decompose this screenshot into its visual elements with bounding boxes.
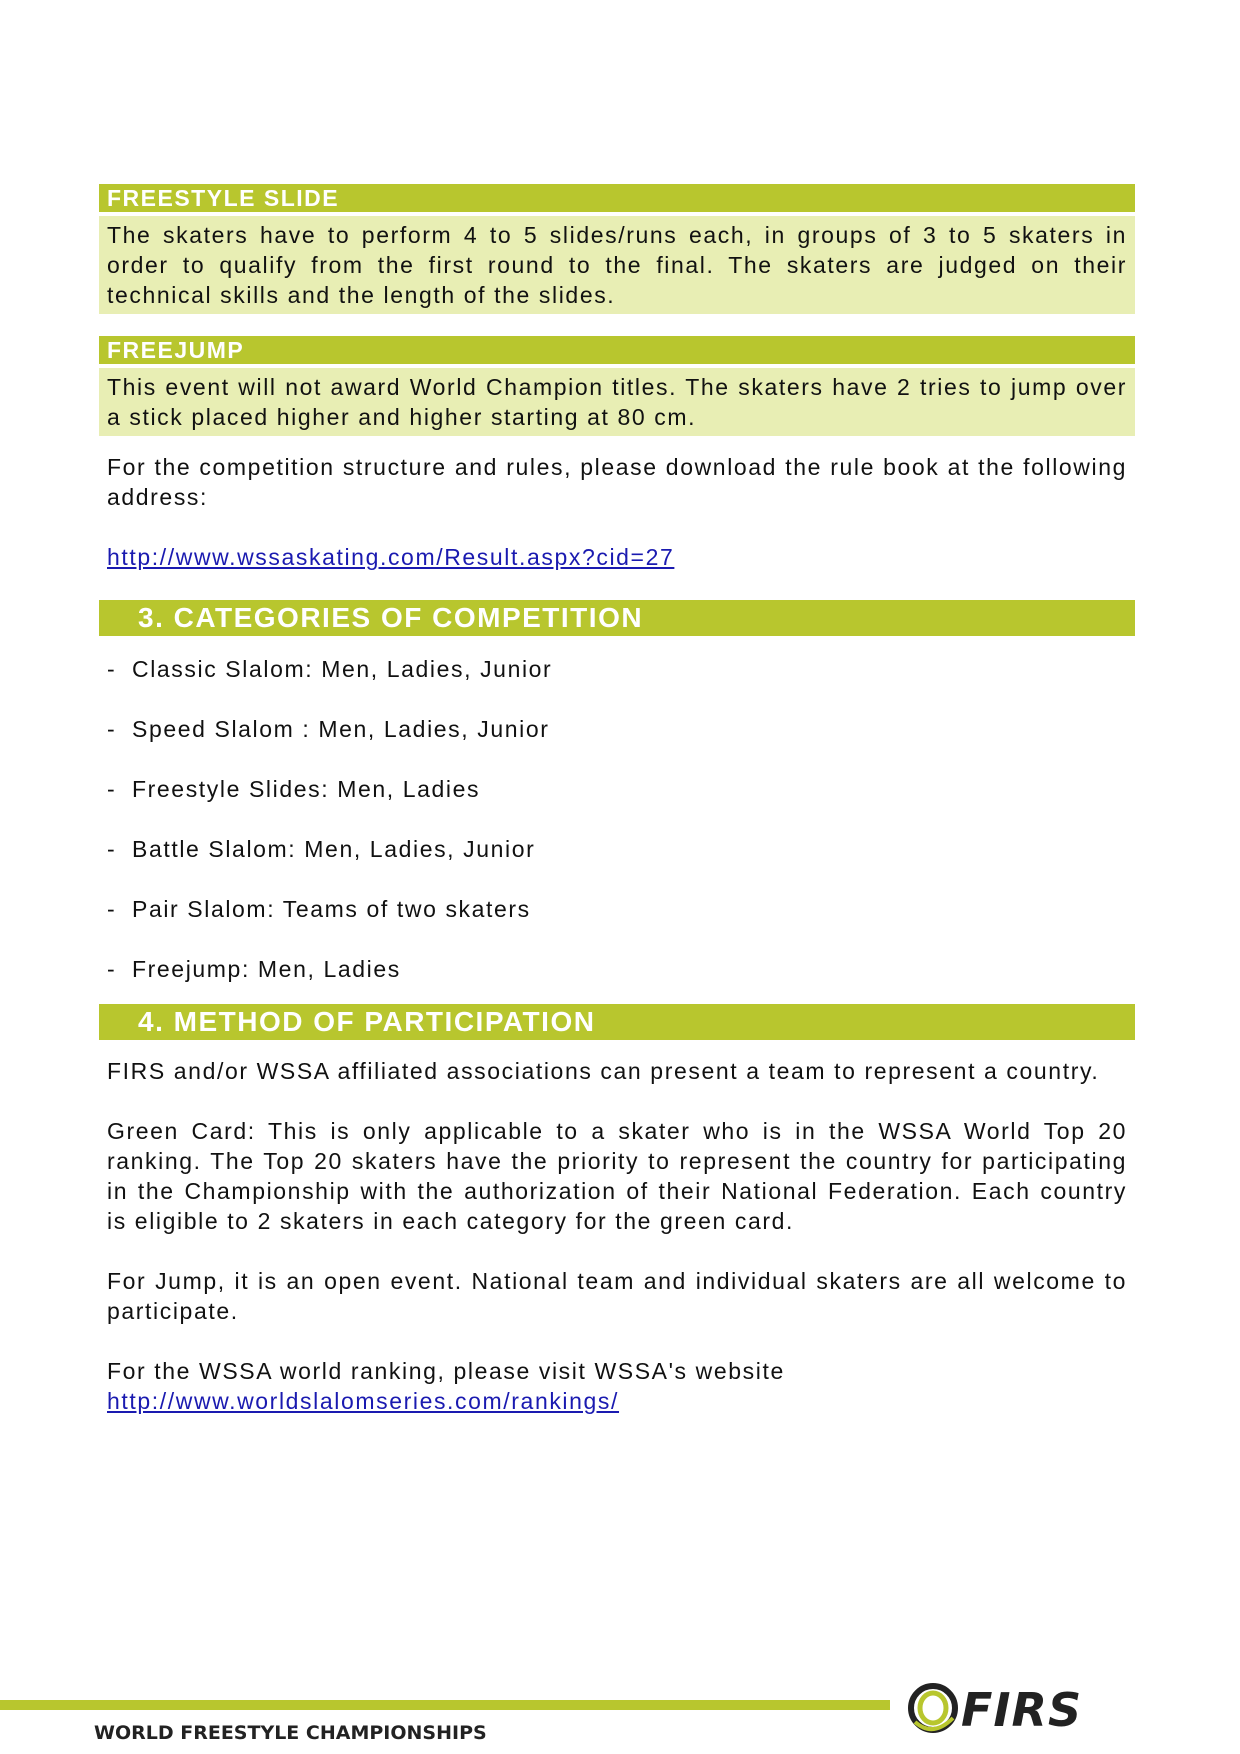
participation-paragraph-1: FIRS and/or WSSA affiliated associations can present a team to represent a country.	[107, 1058, 1100, 1084]
ranking-link[interactable]: http://www.worldslalomseries.com/rankings/	[107, 1388, 620, 1414]
categories-list	[99, 654, 1135, 984]
freestyle-slide-heading: FREESTYLE SLIDE	[99, 184, 1135, 212]
ranking-text: For the WSSA world ranking, please visit WSSA's website	[107, 1358, 785, 1384]
document-content	[99, 184, 1135, 1416]
list-item: - Speed Slalom : Men, Ladies, Junior	[107, 716, 550, 742]
freestyle-slide-description: The skaters have to perform 4 to 5 slides/runs each, in groups of 3 to 5 skaters in order to qualify from the first round to the final. The skaters are judged on their technical skills and the length of the slides.	[99, 216, 1135, 314]
categories-heading: 3. CATEGORIES OF COMPETITION	[99, 600, 1135, 636]
list-item: - Classic Slalom: Men, Ladies, Junior	[107, 656, 553, 682]
rulebook-link[interactable]: http://www.wssaskating.com/Result.aspx?cid=27	[107, 544, 675, 570]
freejump-description: This event will not award World Champion titles. The skaters have 2 tries to jump over a stick placed higher and higher starting at 80 cm.	[99, 368, 1135, 436]
list-item: - Freejump: Men, Ladies	[107, 956, 401, 982]
list-item: - Pair Slalom: Teams of two skaters	[107, 896, 531, 922]
rules-text: For the competition structure and rules, please download the rule book at the following address:	[107, 454, 1127, 510]
list-item: - Freestyle Slides: Men, Ladies	[107, 776, 481, 802]
footer-divider	[0, 1700, 890, 1710]
firs-logo	[905, 1678, 1145, 1738]
participation-heading: 4. METHOD OF PARTICIPATION	[99, 1004, 1135, 1040]
svg-text:FIRS: FIRS	[961, 1683, 1083, 1737]
firs-logo-icon	[905, 1678, 1145, 1738]
freejump-heading: FREEJUMP	[99, 336, 1135, 364]
list-item: - Battle Slalom: Men, Ladies, Junior	[107, 836, 536, 862]
green-card-paragraph: Green Card: This is only applicable to a skater who is in the WSSA World Top 20 ranking. The Top 20 skaters have the priority to represent the country for participating in the Championship with the authorization of their National Federation. Each country is eligible to 2 skaters in each category for the green card.	[107, 1118, 1127, 1234]
jump-paragraph: For Jump, it is an open event. National team and individual skaters are all welcome to participate.	[107, 1268, 1127, 1324]
footer-title: WORLD FREESTYLE CHAMPIONSHIPS	[94, 1722, 487, 1744]
